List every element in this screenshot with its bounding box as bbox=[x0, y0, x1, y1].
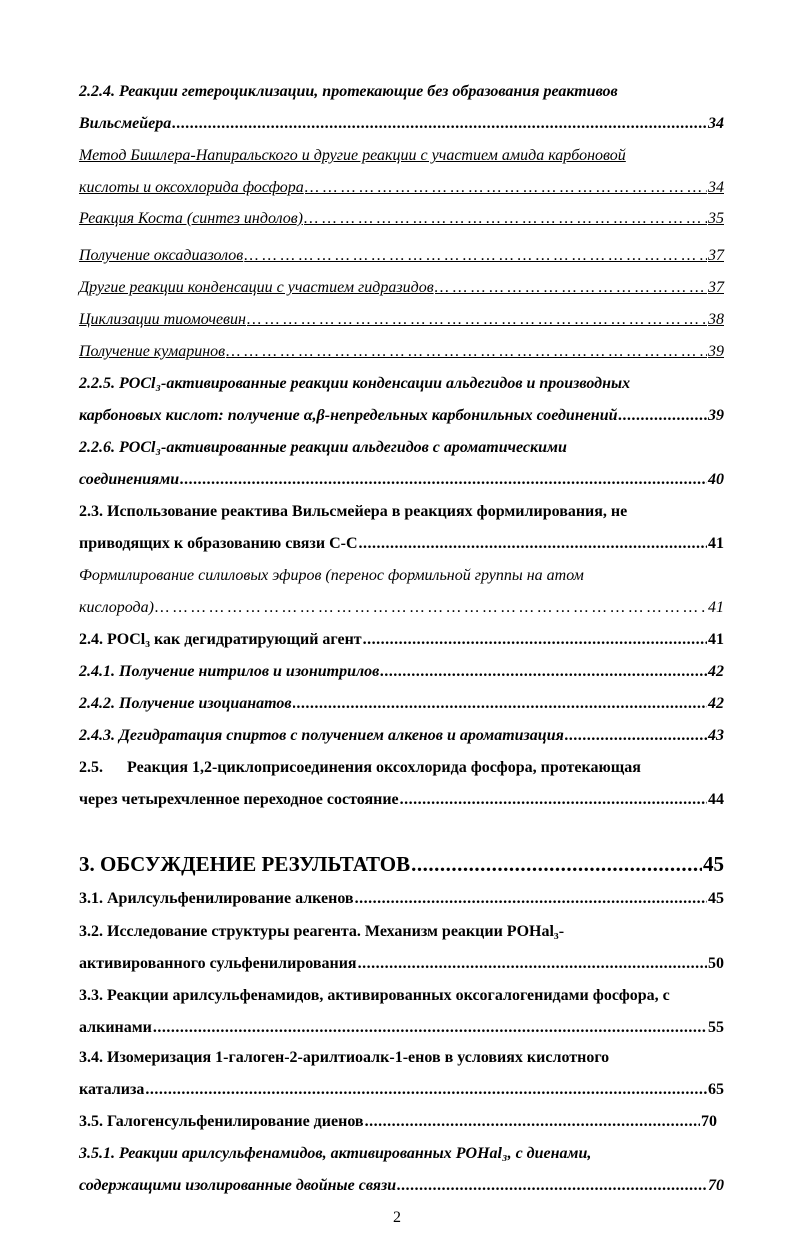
toc-page-number: 38 bbox=[708, 311, 724, 328]
toc-entry-2-4[interactable] bbox=[79, 630, 724, 650]
toc-entry-title: через четырехчленное переходное состояние bbox=[79, 791, 399, 808]
toc-leader-dots bbox=[226, 342, 707, 362]
toc-entry-3-5-1[interactable] bbox=[79, 1144, 724, 1164]
toc-page-number: 39 bbox=[708, 343, 724, 360]
toc-entry-2-2-5-cont[interactable] bbox=[79, 406, 724, 426]
toc-entry-title: 2.4.1. Получение нитрилов и изонитрилов bbox=[79, 663, 380, 680]
toc-entry-title: катализа bbox=[79, 1081, 145, 1098]
toc-entry-title: 2.4. POCl₃ как дегидратирующий агент bbox=[79, 631, 362, 648]
toc-entry-title: 3.4. Изомеризация 1-галоген-2-арилтиоалк-1-енов в условиях кислотного bbox=[79, 1049, 610, 1066]
toc-entry-title: 3.2. Исследование структуры реагента. Механизм реакции POHal₃- bbox=[79, 923, 565, 940]
toc-leader-dots bbox=[400, 790, 707, 810]
toc-entry-title: 2.3. Использование реактива Вильсмейера в реакциях формилирования, не bbox=[79, 503, 628, 520]
toc-chapter-3[interactable] bbox=[79, 851, 724, 877]
toc-leader-dots bbox=[365, 1112, 700, 1132]
toc-entry-title: кислоты и оксохлорида фосфора bbox=[79, 179, 304, 196]
toc-entry-2-3[interactable] bbox=[79, 502, 724, 522]
toc-entry-2-2-4-cont[interactable] bbox=[79, 114, 724, 134]
toc-page-number: 41 bbox=[708, 535, 724, 552]
toc-entry-hydrazides[interactable] bbox=[79, 278, 724, 298]
toc-entry-title: 2.2.6. POCl₃-активированные реакции альдегидов с ароматическими bbox=[79, 439, 567, 456]
toc-entry-title: Другие реакции конденсации с участием гидразидов bbox=[79, 279, 434, 296]
toc-entry-title: Получение оксадиазолов bbox=[79, 247, 244, 264]
toc-entry-3-2[interactable] bbox=[79, 922, 724, 942]
toc-entry-title: приводящих к образованию связи С-С bbox=[79, 535, 358, 552]
toc-entry-title: Вильсмейера bbox=[79, 115, 172, 132]
toc-leader-dots bbox=[358, 954, 707, 974]
toc-entry-title: алкинами bbox=[79, 1019, 152, 1036]
toc-entry-bischler-cont[interactable] bbox=[79, 178, 724, 198]
toc-entry-2-2-6-cont[interactable] bbox=[79, 470, 724, 490]
toc-entry-title: 2.4.2. Получение изоцианатов bbox=[79, 695, 292, 712]
toc-entry-bischler[interactable] bbox=[79, 146, 724, 166]
toc-page-number: 34 bbox=[708, 179, 724, 196]
toc-page-number: 42 bbox=[708, 695, 724, 712]
toc-page-number: 34 bbox=[708, 115, 724, 132]
toc-leader-dots bbox=[397, 1176, 707, 1196]
toc-page-number: 45 bbox=[708, 890, 724, 907]
toc-page-number: 70 bbox=[701, 1113, 717, 1130]
toc-leader-dots bbox=[155, 598, 707, 618]
toc-page-number: 37 bbox=[708, 279, 724, 296]
toc-leader-dots bbox=[435, 278, 707, 298]
toc-entry-title: 2.2.5. POCl₃-активированные реакции конденсации альдегидов и производных bbox=[79, 375, 631, 392]
toc-entry-title: 2.5. Реакция 1,2-циклоприсоединения оксохлорида фосфора, протекающая bbox=[79, 759, 641, 776]
toc-entry-title: 3.5. Галогенсульфенилирование диенов bbox=[79, 1113, 364, 1130]
toc-leader-dots bbox=[355, 889, 707, 909]
toc-page-number: 37 bbox=[708, 247, 724, 264]
toc-entry-silyl-ethers-cont[interactable] bbox=[79, 598, 724, 618]
toc-entry-title: 3.3. Реакции арилсульфенамидов, активированных оксогалогенидами фосфора, с bbox=[79, 987, 670, 1004]
toc-entry-title: содержащими изолированные двойные связи bbox=[79, 1177, 397, 1194]
toc-entry-3-5[interactable] bbox=[79, 1112, 717, 1132]
toc-leader-dots bbox=[618, 406, 707, 426]
toc-page-number: 65 bbox=[708, 1081, 724, 1098]
toc-entry-title: Реакция Коста (синтез индолов) bbox=[79, 210, 304, 227]
toc-entry-3-5-1-cont[interactable] bbox=[79, 1176, 724, 1196]
toc-page-number: 43 bbox=[708, 727, 724, 744]
toc-page-number: 50 bbox=[708, 955, 724, 972]
toc-entry-silyl-ethers[interactable] bbox=[79, 566, 724, 586]
toc-page-number: 55 bbox=[708, 1019, 724, 1036]
toc-entry-2-5-cont[interactable] bbox=[79, 790, 724, 810]
toc-entry-thioureas[interactable] bbox=[79, 310, 724, 330]
toc-page-number: 41 bbox=[708, 631, 724, 648]
toc-page-number: 45 bbox=[703, 852, 724, 876]
toc-page-number: 35 bbox=[708, 210, 724, 227]
toc-entry-3-3[interactable] bbox=[79, 986, 724, 1006]
toc-entry-2-4-2[interactable] bbox=[79, 694, 724, 714]
toc-entry-2-2-5[interactable] bbox=[79, 374, 724, 394]
toc-leader-dots bbox=[304, 209, 707, 229]
toc-entry-title: карбоновых кислот: получение α,β-непредельных карбонильных соединений bbox=[79, 407, 618, 424]
toc-entry-3-3-cont[interactable] bbox=[79, 1018, 724, 1038]
toc-entry-title: 2.4.3. Дегидратация спиртов с получением алкенов и ароматизация bbox=[79, 727, 564, 744]
toc-entry-coumarins[interactable] bbox=[79, 342, 724, 362]
toc-entry-oxadiazoles[interactable] bbox=[79, 246, 724, 266]
toc-entry-title: 3.1. Арилсульфенилирование алкенов bbox=[79, 890, 354, 907]
toc-entry-title: кислорода) bbox=[79, 599, 154, 616]
toc-entry-title: 3.5.1. Реакции арилсульфенамидов, активированных POHal₃, с диенами, bbox=[79, 1145, 592, 1162]
toc-entry-title: Формилирование силиловых эфиров (перенос формильной группы на атом bbox=[79, 567, 584, 584]
toc-entry-3-4-cont[interactable] bbox=[79, 1080, 724, 1100]
toc-entry-2-4-1[interactable] bbox=[79, 662, 724, 682]
toc-leader-dots bbox=[180, 470, 707, 490]
toc-page-number: 70 bbox=[708, 1177, 724, 1194]
toc-entry-title: Получение кумаринов bbox=[79, 343, 226, 360]
toc-entry-title: 3. ОБСУЖДЕНИЕ РЕЗУЛЬТАТОВ bbox=[79, 852, 411, 876]
toc-leader-dots bbox=[305, 178, 707, 198]
toc-entry-2-3-cont[interactable] bbox=[79, 534, 724, 554]
toc-entry-3-1[interactable] bbox=[79, 889, 724, 909]
toc-page-number: 40 bbox=[708, 471, 724, 488]
page-number: 2 bbox=[393, 1209, 401, 1226]
toc-entry-2-2-4[interactable] bbox=[79, 82, 724, 102]
toc-entry-2-5[interactable] bbox=[79, 758, 724, 778]
toc-leader-dots bbox=[172, 114, 707, 134]
toc-entry-title: Циклизации тиомочевин bbox=[79, 311, 246, 328]
toc-leader-dots bbox=[153, 1018, 707, 1038]
toc-entry-title: активированного сульфенилирования bbox=[79, 955, 357, 972]
toc-leader-dots bbox=[247, 310, 707, 330]
toc-entry-title: 2.2.4. Реакции гетероциклизации, протекающие без образования реактивов bbox=[79, 83, 618, 100]
toc-leader-dots bbox=[380, 662, 707, 682]
toc-leader-dots bbox=[293, 694, 707, 714]
toc-entry-2-2-6[interactable] bbox=[79, 438, 724, 458]
toc-page-number: 41 bbox=[708, 599, 724, 616]
toc-entry-title: Метод Бишлера-Напиральского и другие реакции с участием амида карбоновой bbox=[79, 147, 626, 164]
toc-page-number: 42 bbox=[708, 663, 724, 680]
toc-leader-dots bbox=[411, 851, 702, 877]
toc-entry-kost[interactable] bbox=[79, 209, 724, 229]
toc-page-number: 39 bbox=[708, 407, 724, 424]
toc-leader-dots bbox=[244, 246, 707, 266]
toc-page-number: 44 bbox=[708, 791, 724, 808]
toc-leader-dots bbox=[363, 630, 707, 650]
toc-entry-3-2-cont[interactable] bbox=[79, 954, 724, 974]
toc-entry-title: соединениями bbox=[79, 471, 180, 488]
toc-leader-dots bbox=[145, 1080, 707, 1100]
toc-leader-dots bbox=[359, 534, 707, 554]
toc-entry-3-4[interactable] bbox=[79, 1048, 724, 1068]
toc-leader-dots bbox=[565, 726, 707, 746]
toc-entry-2-4-3[interactable] bbox=[79, 726, 724, 746]
